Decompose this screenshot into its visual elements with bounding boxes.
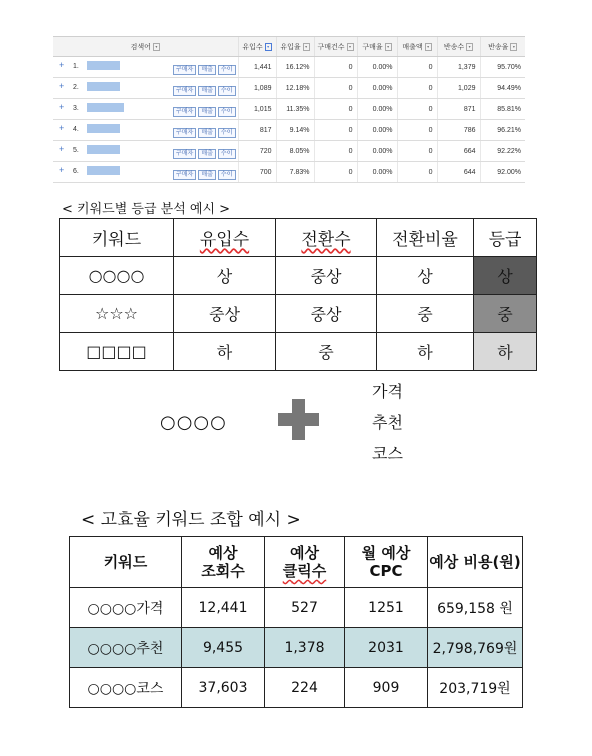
clicks-cell: 527 (265, 588, 345, 628)
bounce-rate-cell: 94.49% (480, 78, 525, 99)
rank-number: 6. (73, 167, 79, 175)
suffix-item: 코스 (372, 444, 403, 463)
blurred-keyword (87, 166, 120, 175)
expand-plus-icon[interactable]: + (59, 164, 65, 175)
header-inflow: 유입수 (174, 219, 276, 257)
views-cell: 37,603 (182, 668, 265, 708)
keyword-cell: ○○○○코스 (70, 668, 182, 708)
grade-table (59, 218, 537, 371)
conversions-cell: 중상 (276, 295, 377, 333)
header-conversions: 전환수 (276, 219, 377, 257)
inflow-cell: 1,441 (238, 57, 276, 78)
sales-cell: 0 (397, 78, 437, 99)
grade-table-header (60, 219, 537, 257)
keyword-cell: ☆☆☆ (60, 295, 174, 333)
purchases-cell: 0 (314, 162, 357, 183)
buyer-button[interactable]: 구매자 (173, 107, 196, 117)
blurred-keyword (87, 124, 120, 133)
bounces-cell: 786 (437, 120, 480, 141)
blurred-keyword (87, 61, 120, 70)
buyer-button[interactable]: 구매자 (173, 65, 196, 75)
buyer-button[interactable]: 구매자 (173, 128, 196, 138)
header-expected-cost: 예상 비용(원) (428, 537, 523, 588)
header-keyword: 키워드 (60, 219, 174, 257)
inflow-cell: 1,015 (238, 99, 276, 120)
bounces-cell: 1,379 (437, 57, 480, 78)
sales-cell: 0 (397, 120, 437, 141)
inflow-cell: 하 (174, 333, 276, 371)
inflow-cell: 1,089 (238, 78, 276, 99)
table-row-highlighted (70, 628, 523, 668)
views-cell: 9,455 (182, 628, 265, 668)
purchase-rate-cell: 0.00% (357, 57, 397, 78)
table-row (53, 120, 525, 141)
clicks-cell: 224 (265, 668, 345, 708)
revenue-button[interactable]: 수이 (218, 170, 236, 180)
column-header-purchase-rate[interactable]: 구매율 ▾ (357, 37, 397, 57)
column-header-sales[interactable]: 매출액 ▾ (397, 37, 437, 57)
conversion-ratio-cell: 중 (377, 295, 474, 333)
inflow-rate-cell: 7.83% (276, 162, 314, 183)
cost-cell: 2,798,769원 (428, 628, 523, 668)
conversions-cell: 중상 (276, 257, 377, 295)
header-expected-clicks: 예상 클릭수 (265, 537, 345, 588)
rank-number: 3. (73, 104, 79, 112)
purchases-cell: 0 (314, 120, 357, 141)
rank-number: 4. (73, 125, 79, 133)
keyword-analytics-table (53, 36, 525, 183)
header-grade: 등급 (474, 219, 537, 257)
inflow-rate-cell: 16.12% (276, 57, 314, 78)
bounce-rate-cell: 92.22% (480, 141, 525, 162)
keyword-cell: ○○○○가격 (70, 588, 182, 628)
bounce-rate-cell: 95.70% (480, 57, 525, 78)
cost-cell: 659,158 원 (428, 588, 523, 628)
buyer-button[interactable]: 구매자 (173, 86, 196, 96)
sales-cell: 0 (397, 162, 437, 183)
conversion-ratio-cell: 하 (377, 333, 474, 371)
sort-icon[interactable]: ▾ (303, 43, 310, 51)
inflow-cell: 700 (238, 162, 276, 183)
inflow-cell: 817 (238, 120, 276, 141)
sort-icon[interactable]: ▾ (425, 43, 432, 51)
plus-icon (278, 399, 319, 440)
rank-number: 1. (73, 62, 79, 70)
expand-plus-icon[interactable]: + (59, 80, 65, 91)
cost-cell: 203,719원 (428, 668, 523, 708)
row-action-buttons (173, 128, 238, 138)
sort-icon[interactable]: ▾ (153, 43, 160, 51)
bounces-cell: 644 (437, 162, 480, 183)
inflow-rate-cell: 12.18% (276, 78, 314, 99)
sales-cell: 0 (397, 141, 437, 162)
cpc-cell: 2031 (345, 628, 428, 668)
suffix-item: 추천 (372, 413, 403, 432)
row-action-buttons (173, 170, 238, 180)
grade-cell: 상 (474, 257, 537, 295)
expand-plus-icon[interactable]: + (59, 59, 65, 70)
rank-number: 5. (73, 146, 79, 154)
sort-icon[interactable]: ▾ (265, 43, 272, 51)
header-monthly-cpc: 월 예상 CPC (345, 537, 428, 588)
cpc-cell: 1251 (345, 588, 428, 628)
conversion-ratio-cell: 상 (377, 257, 474, 295)
efficiency-section-title: < 고효율 키워드 조합 예시 > (81, 510, 301, 530)
purchase-rate-cell: 0.00% (357, 99, 397, 120)
purchases-cell: 0 (314, 78, 357, 99)
header-expected-views: 예상 조회수 (182, 537, 265, 588)
revenue-button[interactable]: 수이 (218, 149, 236, 159)
table-row (53, 141, 525, 162)
conversions-cell: 중 (276, 333, 377, 371)
table-row (70, 588, 523, 628)
purchases-cell: 0 (314, 99, 357, 120)
bounces-cell: 664 (437, 141, 480, 162)
purchase-rate-cell: 0.00% (357, 78, 397, 99)
column-header-bounce-rate[interactable]: 반송율 ▾ (480, 37, 525, 57)
base-keyword: ○○○○ (160, 412, 227, 433)
bounce-rate-cell: 96.21% (480, 120, 525, 141)
row-action-buttons (173, 107, 238, 117)
sales-button[interactable]: 매출 (198, 86, 216, 96)
suffix-item: 가격 (372, 382, 403, 401)
row-action-buttons (173, 86, 238, 96)
blurred-keyword (87, 82, 120, 91)
inflow-cell: 720 (238, 141, 276, 162)
purchases-cell: 0 (314, 57, 357, 78)
table-row (60, 295, 537, 333)
purchase-rate-cell: 0.00% (357, 141, 397, 162)
expand-plus-icon[interactable]: + (59, 122, 65, 133)
column-header-inflow[interactable]: 유입수 ▾ (238, 37, 276, 57)
grade-section-title: < 키워드별 등급 분석 예시 > (62, 202, 231, 217)
views-cell: 12,441 (182, 588, 265, 628)
rank-number: 2. (73, 83, 79, 91)
bounces-cell: 1,029 (437, 78, 480, 99)
inflow-rate-cell: 8.05% (276, 141, 314, 162)
sales-button[interactable]: 매출 (198, 128, 216, 138)
row-action-buttons (173, 65, 238, 75)
sort-icon[interactable]: ▾ (347, 43, 354, 51)
blurred-keyword (87, 103, 124, 112)
purchase-rate-cell: 0.00% (357, 162, 397, 183)
sales-button[interactable]: 매출 (198, 65, 216, 75)
sort-icon[interactable]: ▾ (510, 43, 517, 51)
sales-button[interactable]: 매출 (198, 149, 216, 159)
table-row (53, 162, 525, 183)
revenue-button[interactable]: 수이 (218, 128, 236, 138)
header-keyword: 키워드 (70, 537, 182, 588)
table-row (70, 668, 523, 708)
sort-icon[interactable]: ▾ (385, 43, 392, 51)
keyword-cell: □□□□ (60, 333, 174, 371)
buyer-button[interactable]: 구매자 (173, 149, 196, 159)
sales-button[interactable]: 매출 (198, 107, 216, 117)
bounce-rate-cell: 92.00% (480, 162, 525, 183)
table-row (53, 78, 525, 99)
expand-plus-icon[interactable]: + (59, 101, 65, 112)
purchase-rate-cell: 0.00% (357, 120, 397, 141)
sales-cell: 0 (397, 57, 437, 78)
cpc-cell: 909 (345, 668, 428, 708)
column-header-bounces[interactable]: 반송수 ▾ (437, 37, 480, 57)
table-row (53, 57, 525, 78)
bounce-rate-cell: 85.81% (480, 99, 525, 120)
row-action-buttons (173, 149, 238, 159)
purchases-cell: 0 (314, 141, 357, 162)
column-header-purchases[interactable]: 구매건수 ▾ (314, 37, 357, 57)
inflow-cell: 중상 (174, 295, 276, 333)
inflow-cell: 상 (174, 257, 276, 295)
table-row (60, 333, 537, 371)
column-header-inflow-rate[interactable]: 유입율 ▾ (276, 37, 314, 57)
inflow-rate-cell: 11.35% (276, 99, 314, 120)
table-header-row (53, 37, 525, 57)
table-row (60, 257, 537, 295)
sort-icon[interactable]: ▾ (466, 43, 473, 51)
buyer-button[interactable]: 구매자 (173, 170, 196, 180)
keyword-cell: ○○○○추천 (70, 628, 182, 668)
expand-plus-icon[interactable]: + (59, 143, 65, 154)
sales-button[interactable]: 매출 (198, 170, 216, 180)
sales-cell: 0 (397, 99, 437, 120)
table-row (53, 99, 525, 120)
grade-cell: 중 (474, 295, 537, 333)
suffix-list (372, 376, 403, 469)
efficiency-table-header (70, 537, 523, 588)
grade-cell: 하 (474, 333, 537, 371)
revenue-button[interactable]: 수이 (218, 65, 236, 75)
revenue-button[interactable]: 수이 (218, 107, 236, 117)
keyword-cell: ○○○○ (60, 257, 174, 295)
clicks-cell: 1,378 (265, 628, 345, 668)
blurred-keyword (87, 145, 120, 154)
inflow-rate-cell: 9.14% (276, 120, 314, 141)
bounces-cell: 871 (437, 99, 480, 120)
efficiency-table (69, 536, 523, 708)
header-conversion-ratio: 전환비율 (377, 219, 474, 257)
column-header-keyword[interactable]: 검색어 ▾ (53, 37, 238, 57)
revenue-button[interactable]: 수이 (218, 86, 236, 96)
